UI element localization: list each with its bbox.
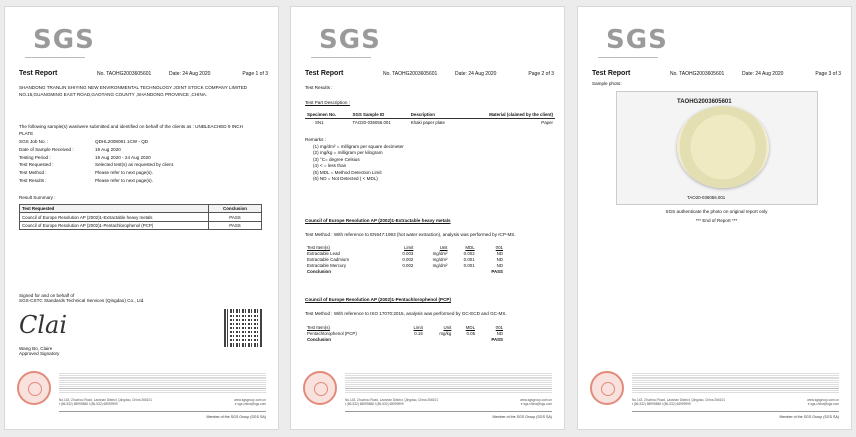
signature: Clai xyxy=(19,311,68,339)
stamp-icon xyxy=(17,371,51,405)
table-row: Extractable Mercury 0.002 mg/dm² 0.001 ND xyxy=(307,262,503,268)
report-date: Date: 24 Aug 2020 xyxy=(169,71,211,77)
report-date: Date: 24 Aug 2020 xyxy=(742,71,784,77)
qr-code-icon xyxy=(224,309,262,347)
report-footer: No.143, Zhuzhou Road, Laoshan District, Qingdao, China 266101 t (86-532) 68999888 f (86-532) 68999999 www.sgsgroup.com.cn e sgs.china@sgs.com Member of the SGS Group (SGS SA) xyxy=(586,371,843,427)
stamp-icon xyxy=(590,371,624,405)
member-text: Member of the SGS Group (SGS SA) xyxy=(206,415,266,419)
page-number: Page 2 of 3 xyxy=(528,71,554,77)
table-row: Extractable Lead 0.003 mg/dm² 0.002 ND xyxy=(307,251,503,257)
table-row: Pentachlorophenol (PCP) 0.15 mg/kg 0.05 ND xyxy=(307,331,503,337)
part-description-label: Test Part Description : xyxy=(305,100,350,105)
summary-header-test: Test Requested xyxy=(20,205,209,213)
company-line-2: NO.15,GUANGMING EAST ROAD,GAOTANG COUNTY ,SHANDONG PROVINCE ,CHINA. xyxy=(19,91,208,97)
summary-header-conclusion: Conclusion xyxy=(209,205,262,213)
stamp-icon xyxy=(303,371,337,405)
report-page-2 xyxy=(290,6,565,430)
signatory-title: Approved Signatory xyxy=(19,351,60,356)
photo-caption: TAO20-036056.001 xyxy=(687,195,726,200)
photo-overlay-id: TAOHG2003605601 xyxy=(677,99,732,105)
field-row: Test Method : Please refer to next page(s). xyxy=(19,170,153,176)
conclusion-row: Conclusion PASS xyxy=(307,336,503,342)
table-row: Council of Europe Resolution AP (2002)1-Extractable heavy metals PASS xyxy=(20,213,262,221)
page-number: Page 1 of 3 xyxy=(242,71,268,77)
authenticate-note: SGS authenticate the photo on original report only xyxy=(665,209,768,214)
report-title: Test Report xyxy=(19,70,58,77)
sgs-logo: SGS xyxy=(606,25,668,55)
sgs-logo: SGS xyxy=(33,25,95,55)
test-results-label: Test Results : xyxy=(305,85,333,90)
client-address xyxy=(19,85,268,98)
table-row: Council of Europe Resolution AP (2002)1-Pentachlorophenol (PCP) PASS xyxy=(20,221,262,229)
report-number: No. TAOHG2003605601 xyxy=(97,71,152,77)
logo-underline xyxy=(598,57,658,58)
sgs-logo: SGS xyxy=(319,25,381,55)
page-number: Page 3 of 3 xyxy=(815,71,841,77)
field-row: Test Results : Please refer to next page(s). xyxy=(19,177,153,183)
report-footer: No.143, Zhuzhou Road, Laoshan District, Qingdao, China 266101 t (86-532) 68999888 f (86-532) 68999999 www.sgsgroup.com.cn e sgs.china@sgs.com Member of the SGS Group (SGS SA) xyxy=(13,371,270,427)
result-summary-label: Result Summary : xyxy=(19,195,56,200)
fine-print xyxy=(345,373,552,393)
pcp-table: Test Item(s) Limit Unit MDL 001 Pentachlorophenol (PCP) 0.15 mg/kg 0.05 ND Conclusion PASS xyxy=(307,325,503,342)
plate-image xyxy=(677,106,769,188)
report-number: No. TAOHG2003605601 xyxy=(670,71,725,77)
signed-on-behalf: Signed for and on behalf of SGS-CSTC Standards Technical Services (Qingdao) Co., Ltd. xyxy=(19,293,145,303)
submission-line-2: PLATE xyxy=(19,130,34,136)
member-text: Member of the SGS Group (SGS SA) xyxy=(779,415,839,419)
logo-underline xyxy=(25,57,85,58)
report-number: No. TAOHG2003605601 xyxy=(383,71,438,77)
report-title: Test Report xyxy=(305,70,344,77)
heavy-metals-table: Test Item(s) Limit Unit MDL 001 Extractable Lead 0.003 mg/dm² 0.002 ND Extractable Cadmium 0.002 mg/dm² 0.001 ND Extractable Mercury 0.002 mg/dm² 0.001 ND Conclusion PASS xyxy=(307,245,503,274)
logo-underline xyxy=(311,57,371,58)
submission-line-1: The following sample(s) was/were submitted and identified on behalf of the clients as : UNBLEACHED 9 INCH xyxy=(19,124,243,129)
remarks: Remarks : (1) mg/dm² = milligram per square decimeter (2) mg/kg = milligram per kilogram (3) °C= degree Celsius (4) < = less than (5) MDL = Method Detection Limit (6) ND = Not Detected ( < MDL) xyxy=(305,137,404,181)
section-pcp-method: Test Method : With reference to ISO 17070:2015, analysis was performed by GC-ECD and GC-MS. xyxy=(305,311,507,316)
report-fields xyxy=(19,139,259,186)
submission-statement xyxy=(19,124,268,137)
signatory xyxy=(19,346,59,356)
section-pcp-title: Council of Europe Resolution AP (2002)1-Pentachlorophenol (PCP) xyxy=(305,297,451,302)
field-row: Date of Sample Received : 19 Aug 2020 xyxy=(19,146,121,152)
result-summary-table xyxy=(19,204,262,230)
sample-photo-label: Sample photo: xyxy=(592,81,622,86)
table-row: SN1 TAO20-036056.001 Khaki paper plate Paper xyxy=(315,120,553,125)
report-page-3 xyxy=(577,6,852,430)
field-row: Testing Period : 19 Aug 2020 - 24 Aug 2020 xyxy=(19,154,151,160)
conclusion-row: Conclusion PASS xyxy=(307,268,503,274)
report-title: Test Report xyxy=(592,70,631,77)
section-heavy-metals-title: Council of Europe Resolution AP (2002)1-Extractable heavy metals xyxy=(305,218,451,223)
report-footer: No.143, Zhuzhou Road, Laoshan District, Qingdao, China 266101 t (86-532) 68999888 f (86-532) 68999999 www.sgsgroup.com.cn e sgs.china@sgs.com Member of the SGS Group (SGS SA) xyxy=(299,371,556,427)
signatory-name: Wang Bo, Claire xyxy=(19,346,53,351)
section-heavy-metals-method: Test Method : With reference to EN647:1993 (hot water extraction), analysis was performed by ICP-MS. xyxy=(305,232,516,237)
fine-print xyxy=(632,373,839,393)
specimen-table: Specimen No. SGS Sample ID Description Material (claimed by the client) SN1 TAO20-036056.001 Khaki paper plate Paper xyxy=(307,112,553,125)
table-row: Extractable Cadmium 0.002 mg/dm² 0.001 ND xyxy=(307,256,503,262)
end-of-report: *** End of Report *** xyxy=(695,218,738,223)
member-text: Member of the SGS Group (SGS SA) xyxy=(492,415,552,419)
field-row: SGS Job No. : QDHL2008081 1CW - QD xyxy=(19,139,149,144)
field-row: Test Requested : Selected test(s) as requested by client. xyxy=(19,162,175,168)
sample-photo xyxy=(616,91,818,205)
report-page-1 xyxy=(4,6,279,430)
report-date: Date: 24 Aug 2020 xyxy=(455,71,497,77)
company-line-1: SHANDONG TRANLIN SHIYING NEW ENVIRONMENTAL TECHNOLOGY JOINT STOCK COMPANY LIMITED xyxy=(19,85,248,90)
fine-print xyxy=(59,373,266,393)
